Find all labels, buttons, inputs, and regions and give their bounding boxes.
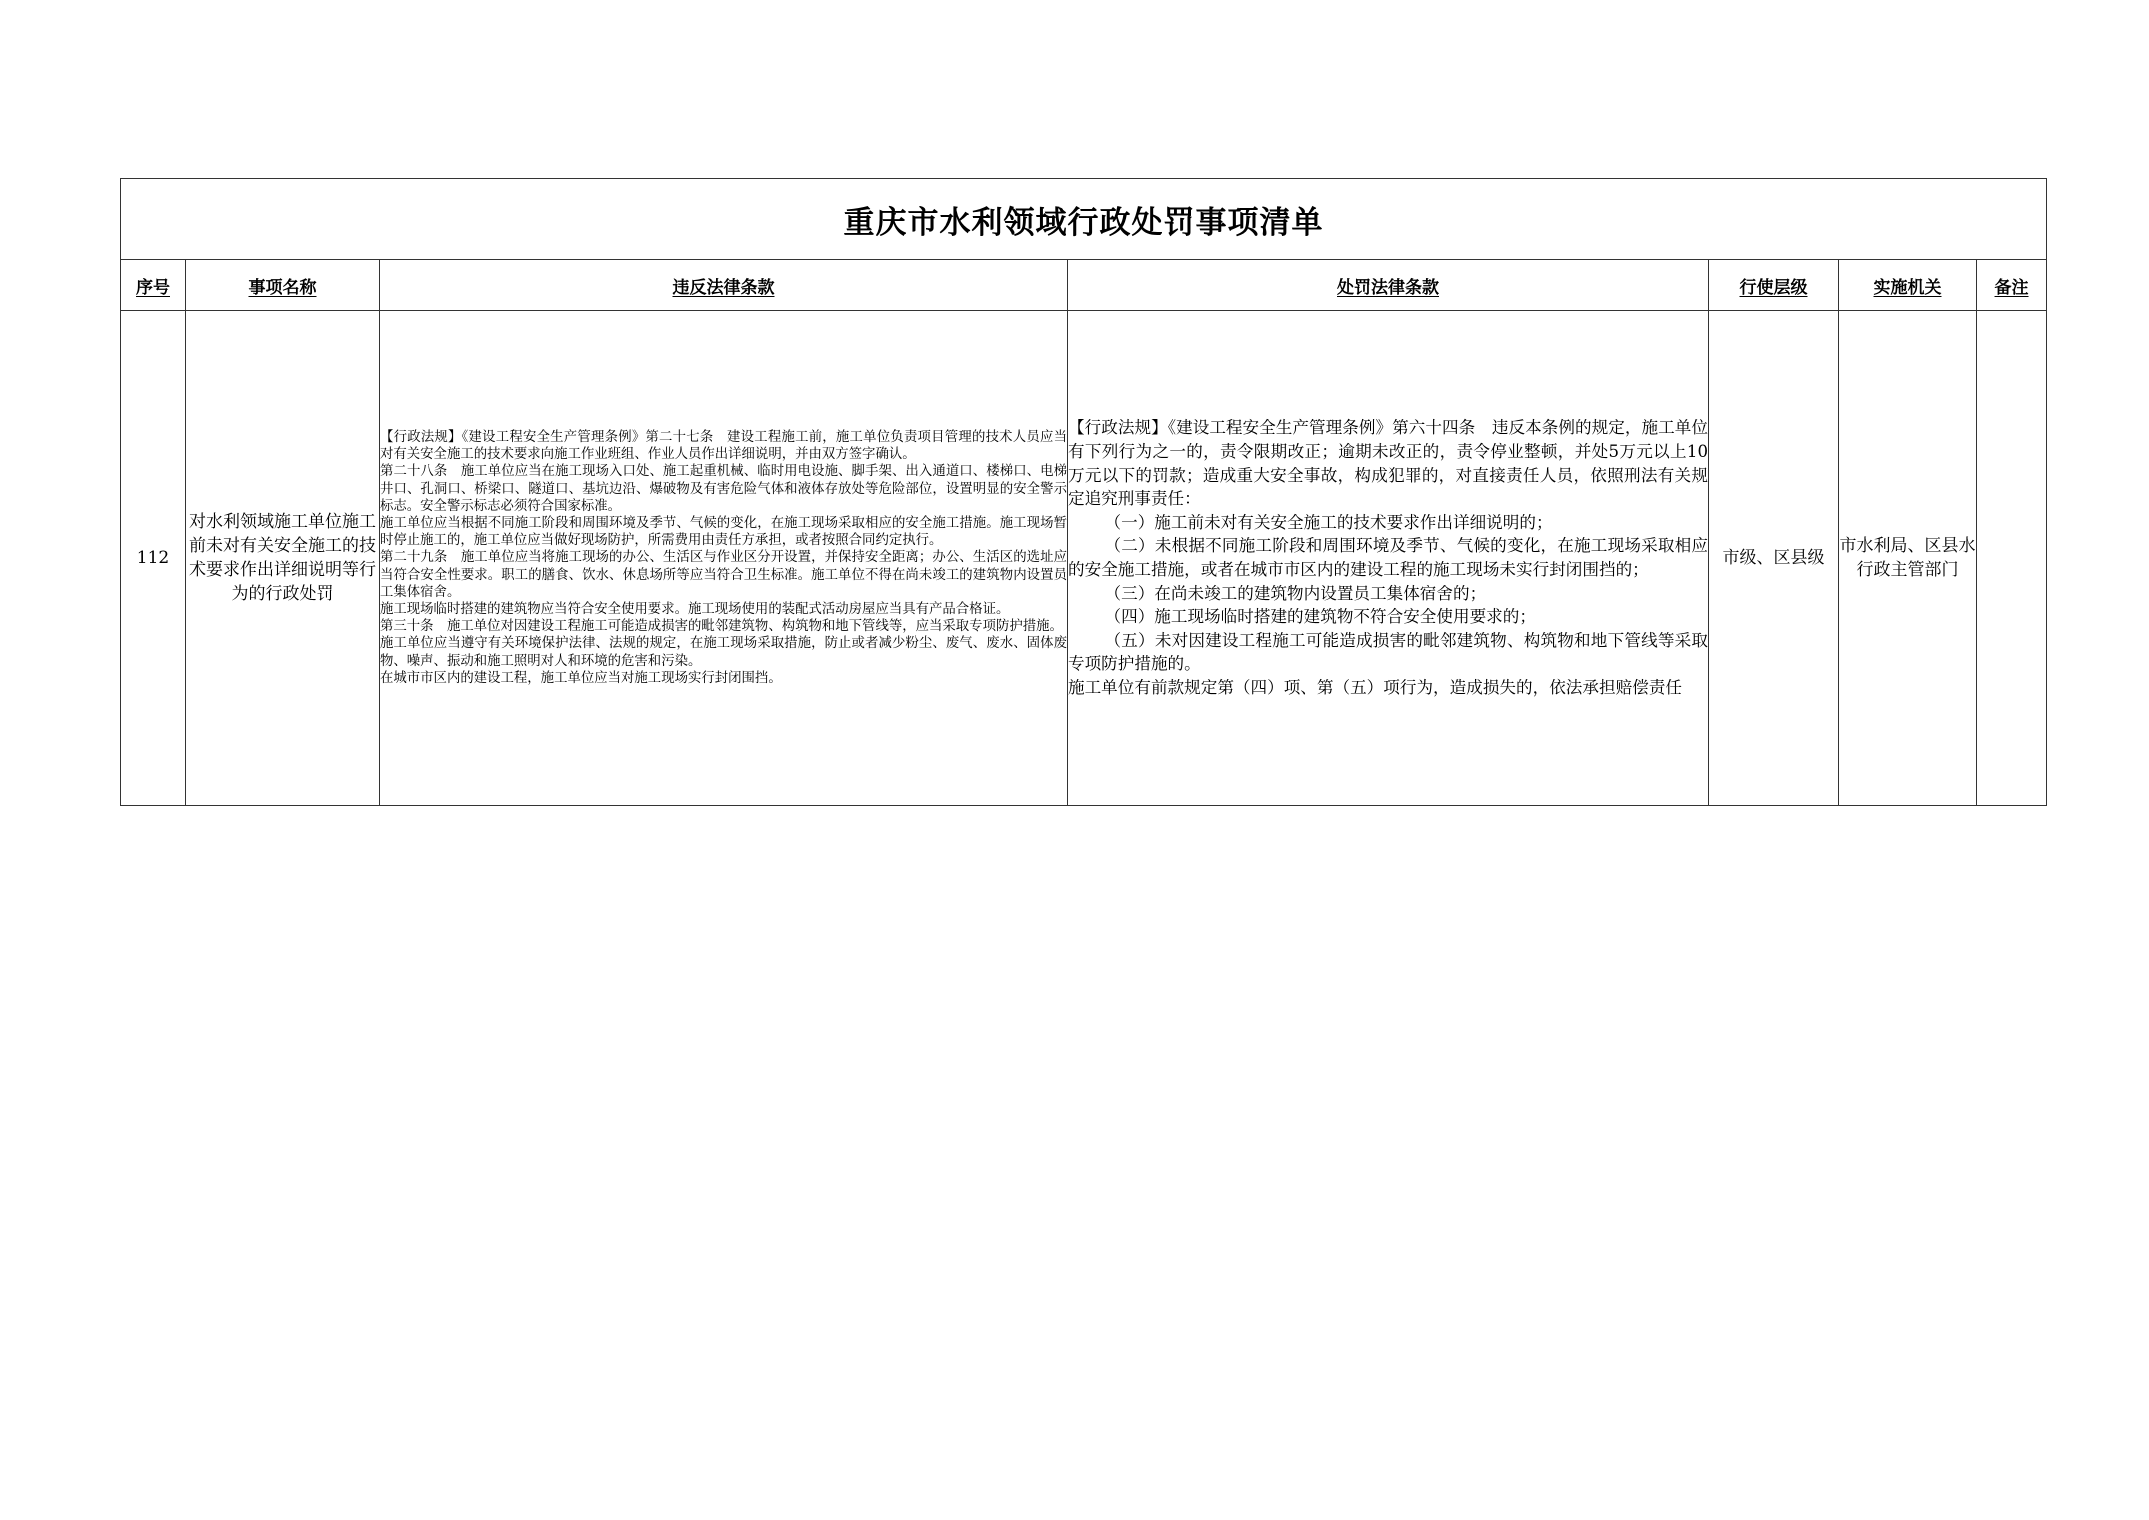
penalty-closing: 施工单位有前款规定第（四）项、第（五）项行为，造成损失的，依法承担赔偿责任 [1068, 677, 1682, 697]
violate-paragraph: 在城市市区内的建设工程，施工单位应当对施工现场实行封闭围挡。 [380, 670, 782, 686]
header-remark: 备注 [1977, 260, 2047, 311]
document-title: 重庆市水利领域行政处罚事项清单 [121, 179, 2047, 260]
penalty-item: （三）在尚未竣工的建筑物内设置员工集体宿舍的； [1104, 583, 1487, 603]
violate-paragraph: 【行政法规】《建设工程安全生产管理条例》第二十七条 建设工程施工前，施工单位负责项目管理的技术人员应当对有关安全施工的技术要求向施工作业班组、作业人员作出详细说明，并由双方签字确认。 [380, 429, 1067, 463]
cell-penalty-provisions [1068, 311, 1709, 806]
cell-item-name: 对水利领域施工单位施工前未对有关安全施工的技术要求作出详细说明等行为的行政处罚 [186, 311, 380, 806]
header-agency: 实施机关 [1839, 260, 1977, 311]
cell-seq: 112 [121, 311, 186, 806]
cell-exercise-level: 市级、区县级 [1709, 311, 1839, 806]
penalty-item: （一）施工前未对有关安全施工的技术要求作出详细说明的； [1104, 512, 1553, 532]
violate-paragraph: 施工现场临时搭建的建筑物应当符合安全使用要求。施工现场使用的装配式活动房屋应当具有产品合格证。 [380, 602, 1010, 617]
penalty-intro: 【行政法规】《建设工程安全生产管理条例》第六十四条 违反本条例的规定，施工单位有下列行为之一的，责令限期改正；逾期未改正的，责令停业整顿，并处5万元以上10万元以下的罚款；造成重大安全事故，构成犯罪的，对直接责任人员，依照刑法有关规定追究刑事责任： [1068, 418, 1708, 509]
header-row [121, 260, 2047, 311]
penalty-item: （二）未根据不同施工阶段和周围环境及季节、气候的变化，在施工现场采取相应的安全施工措施，或者在城市市区内的建设工程的施工现场未实行封闭围挡的； [1068, 536, 1708, 579]
penalty-item: （五）未对因建设工程施工可能造成损害的毗邻建筑物、构筑物和地下管线等采取专项防护措施的。 [1068, 630, 1708, 674]
violate-paragraph: 施工单位应当根据不同施工阶段和周围环境及季节、气候的变化，在施工现场采取相应的安全施工措施。施工现场暂时停止施工的，施工单位应当做好现场防护，所需费用由责任方承担，或者按照合同约定执行。 [380, 515, 1067, 549]
header-seq: 序号 [121, 260, 186, 311]
cell-violated-provisions [380, 311, 1068, 806]
header-name: 事项名称 [186, 260, 380, 311]
penalty-item: （四）施工现场临时搭建的建筑物不符合安全使用要求的； [1104, 607, 1536, 627]
cell-remark [1977, 311, 2047, 806]
penalty-items-table [120, 178, 2047, 806]
table-row [121, 311, 2047, 806]
violate-paragraph: 第二十八条 施工单位应当在施工现场入口处、施工起重机械、临时用电设施、脚手架、出入通道口、楼梯口、电梯井口、孔洞口、桥梁口、隧道口、基坑边沿、爆破物及有害危险气体和液体存放处等危险部位，设置明显的安全警示标志。安全警示标志必须符合国家标准。 [380, 464, 1067, 514]
cell-implementing-agency: 市水利局、区县水行政主管部门 [1839, 311, 1977, 806]
header-penalty: 处罚法律条款 [1068, 260, 1709, 311]
violate-paragraph: 第三十条 施工单位对因建设工程施工可能造成损害的毗邻建筑物、构筑物和地下管线等，应当采取专项防护措施。 [380, 619, 1063, 635]
violate-paragraph: 第二十九条 施工单位应当将施工现场的办公、生活区与作业区分开设置，并保持安全距离；办公、生活区的选址应当符合安全性要求。职工的膳食、饮水、休息场所等应当符合卫生标准。施工单位不得在尚未竣工的建筑物内设置员工集体宿舍。 [380, 550, 1067, 600]
header-violate: 违反法律条款 [380, 260, 1068, 311]
header-level: 行使层级 [1709, 260, 1839, 311]
violate-paragraph: 施工单位应当遵守有关环境保护法律、法规的规定，在施工现场采取措施，防止或者减少粉尘、废气、废水、固体废物、噪声、振动和施工照明对人和环境的危害和污染。 [380, 636, 1067, 669]
